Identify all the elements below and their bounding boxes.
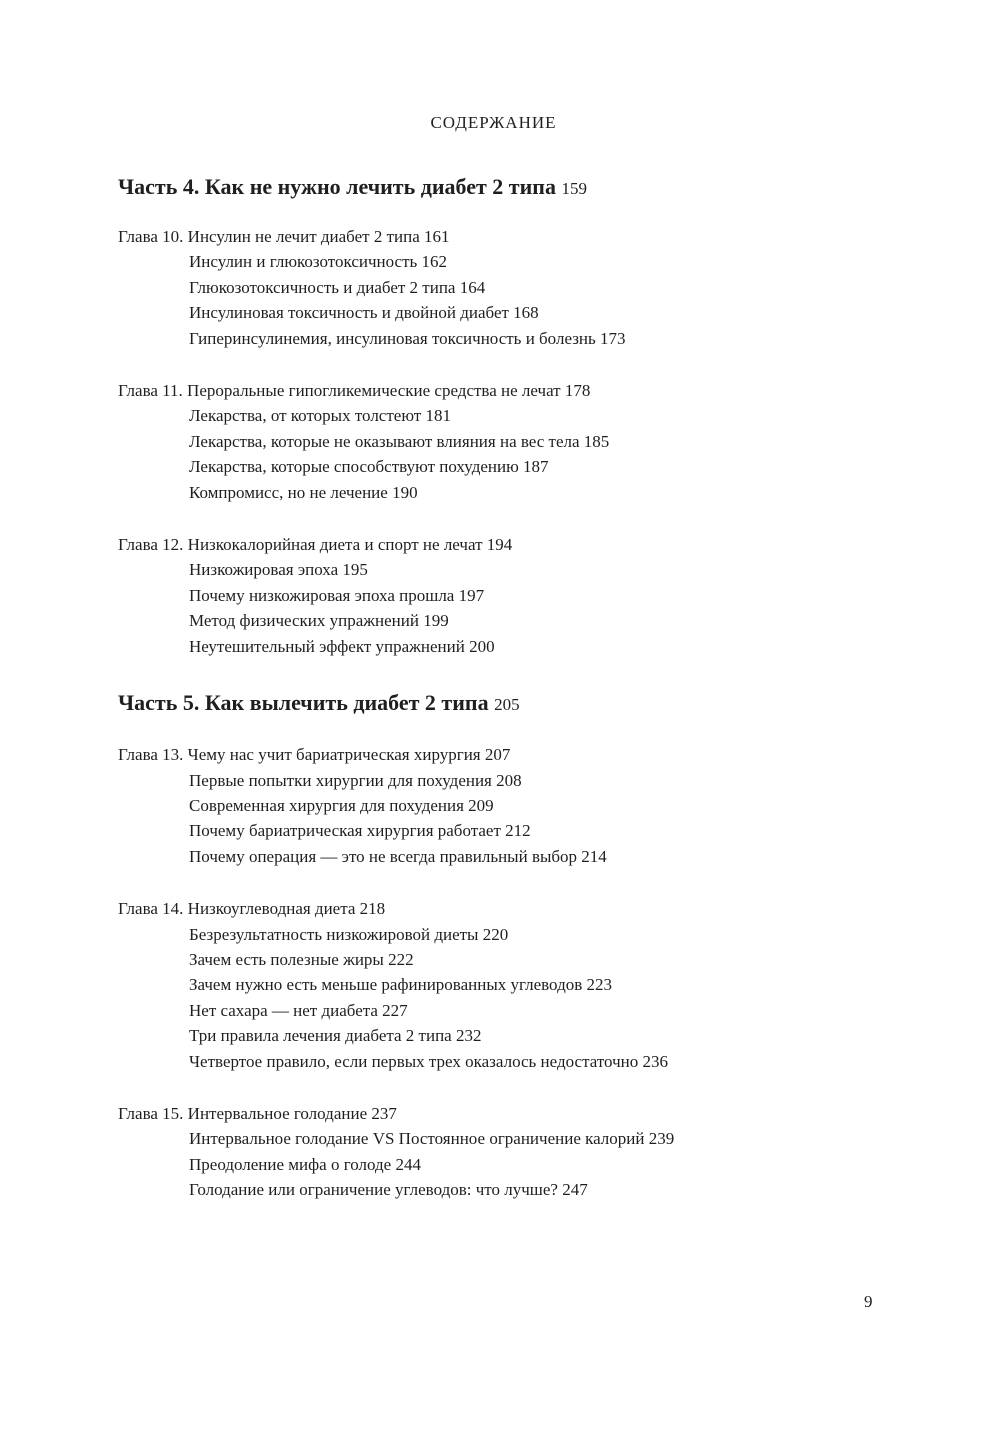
section-entry: Лекарства, от которых толстеют 181 (189, 406, 451, 426)
section-entry: Неутешительный эффект упражнений 200 (189, 636, 495, 656)
part-title: Часть 4. Как не нужно лечить диабет 2 типа (118, 174, 556, 199)
section-entry: Зачем есть полезные жиры 222 (189, 949, 414, 969)
chapter-block (118, 1101, 918, 1203)
part-heading (118, 686, 918, 722)
section-entry: Почему низкожировая эпоха прошла 197 (189, 585, 485, 605)
chapter-title: Глава 15. Интервальное голодание 237 (118, 1103, 397, 1123)
section-entry: Метод физических упражнений 199 (189, 611, 449, 631)
section-entry: Голодание или ограничение углеводов: что лучше? 247 (189, 1180, 588, 1200)
chapter-title: Глава 14. Низкоуглеводная диета 218 (118, 899, 386, 919)
part-heading (118, 170, 918, 206)
section-entry: Современная хирургия для похудения 209 (189, 795, 494, 815)
chapter-title: Глава 10. Инсулин не лечит диабет 2 типа 161 (118, 227, 450, 246)
section-entry: Преодоление мифа о голоде 244 (189, 1154, 421, 1174)
section-entry: Зачем нужно есть меньше рафинированных углеводов 223 (189, 975, 612, 995)
chapter-title: Глава 11. Пероральные гипогликемические средства не лечат 178 (118, 381, 591, 401)
chapter-block (118, 378, 918, 505)
section-entry: Гиперинсулинемия, инсулиновая токсичность и болезнь 173 (189, 328, 626, 348)
section-entry: Интервальное голодание VS Постоянное ограничение калорий 239 (189, 1129, 675, 1149)
section-entry: Инсулиновая токсичность и двойной диабет 168 (189, 303, 539, 323)
part-title: Часть 5. Как вылечить диабет 2 типа (118, 690, 489, 716)
chapter-block (118, 224, 918, 351)
section-entry: Первые попытки хирургии для похудения 208 (189, 770, 522, 790)
page-number: 9 (864, 1292, 873, 1311)
part-page-number: 205 (494, 695, 520, 715)
table-of-contents (118, 170, 918, 1230)
chapter-title: Глава 13. Чему нас учит бариатрическая хирургия 207 (118, 745, 511, 765)
section-entry: Глюкозотоксичность и диабет 2 типа 164 (189, 277, 486, 297)
chapter-block (118, 742, 918, 869)
section-entry: Инсулин и глюкозотоксичность 162 (189, 252, 448, 272)
section-entry: Четвертое правило, если первых трех оказалось недостаточно 236 (189, 1051, 668, 1071)
section-entry: Безрезультатность низкожировой диеты 220 (189, 924, 509, 944)
section-entry: Компромисс, но не лечение 190 (189, 482, 418, 502)
section-entry: Почему операция — это не всегда правильный выбор 214 (189, 846, 607, 866)
section-entry: Лекарства, которые способствуют похудению 187 (189, 457, 549, 477)
chapter-block (118, 532, 918, 659)
section-entry: Почему бариатрическая хирургия работает 212 (189, 821, 531, 841)
section-entry: Нет сахара — нет диабета 227 (189, 1000, 408, 1020)
chapter-title: Глава 12. Низкокалорийная диета и спорт не лечат 194 (118, 535, 513, 555)
part-page-number: 159 (561, 179, 587, 198)
running-head: СОДЕРЖАНИЕ (430, 113, 557, 132)
section-entry: Низкожировая эпоха 195 (189, 560, 368, 580)
section-entry: Лекарства, которые не оказывают влияния на вес тела 185 (189, 431, 610, 451)
section-entry: Три правила лечения диабета 2 типа 232 (189, 1026, 482, 1046)
chapter-block (118, 896, 918, 1074)
